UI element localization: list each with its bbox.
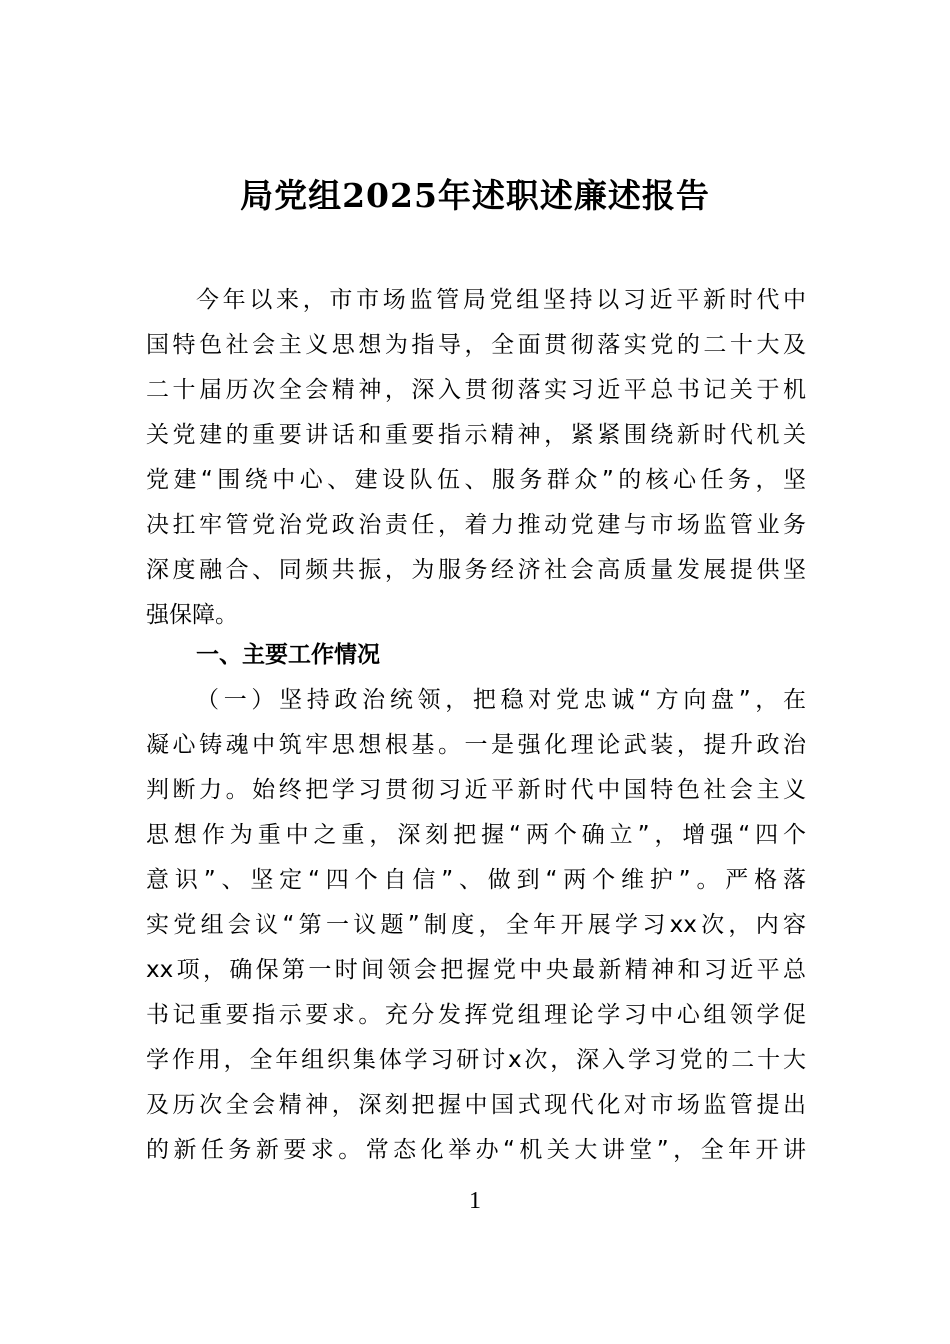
paragraph-line: 强保障。 [146, 602, 238, 628]
paragraph-line: 深度融合、同频共振，为服务经济社会高质量发展提供坚 [146, 557, 806, 583]
paragraph-line: 关党建的重要讲话和重要指示精神，紧紧围绕新时代机关 [146, 422, 806, 448]
paragraph-line: 实党组会议“第一议题”制度，全年开展学习xx次，内容 [146, 912, 806, 938]
paragraph-line: xx项，确保第一时间领会把握党中央最新精神和习近平总 [146, 957, 806, 983]
paragraph-line: 凝心铸魂中筑牢思想根基。一是强化理论武装，提升政治 [146, 732, 806, 758]
section-heading: 一、主要工作情况 [196, 642, 380, 668]
intro-paragraph [146, 278, 806, 638]
paragraph-line: （一）坚持政治统领，把稳对党忠诚“方向盘”，在 [196, 687, 806, 713]
paragraph-line: 学作用，全年组织集体学习研讨x次，深入学习党的二十大 [146, 1047, 806, 1073]
paragraph-line: 书记重要指示要求。充分发挥党组理论学习中心组领学促 [146, 1002, 806, 1028]
paragraph-line: 思想作为重中之重，深刻把握“两个确立”，增强“四个 [146, 822, 806, 848]
paragraph-line: 今年以来，市市场监管局党组坚持以习近平新时代中 [196, 287, 806, 313]
paragraph-line: 二十届历次全会精神，深入贯彻落实习近平总书记关于机 [146, 377, 806, 403]
paragraph-line: 的新任务新要求。常态化举办“机关大讲堂”，全年开讲 [146, 1137, 806, 1163]
document-title: 局党组2025年述职述廉述报告 [240, 176, 710, 215]
page-number: 1 [469, 1188, 481, 1214]
paragraph-line: 意识”、坚定“四个自信”、做到“两个维护”。严格落 [146, 867, 806, 893]
paragraph-line: 及历次全会精神，深刻把握中国式现代化对市场监管提出 [146, 1092, 806, 1118]
paragraph-line: 决扛牢管党治党政治责任，着力推动党建与市场监管业务 [146, 512, 806, 538]
paragraph-line: 判断力。始终把学习贯彻习近平新时代中国特色社会主义 [146, 777, 806, 803]
paragraph-line: 党建“围绕中心、建设队伍、服务群众”的核心任务，坚 [146, 467, 806, 493]
section-one [146, 633, 806, 1173]
paragraph-line: 国特色社会主义思想为指导，全面贯彻落实党的二十大及 [146, 332, 806, 358]
